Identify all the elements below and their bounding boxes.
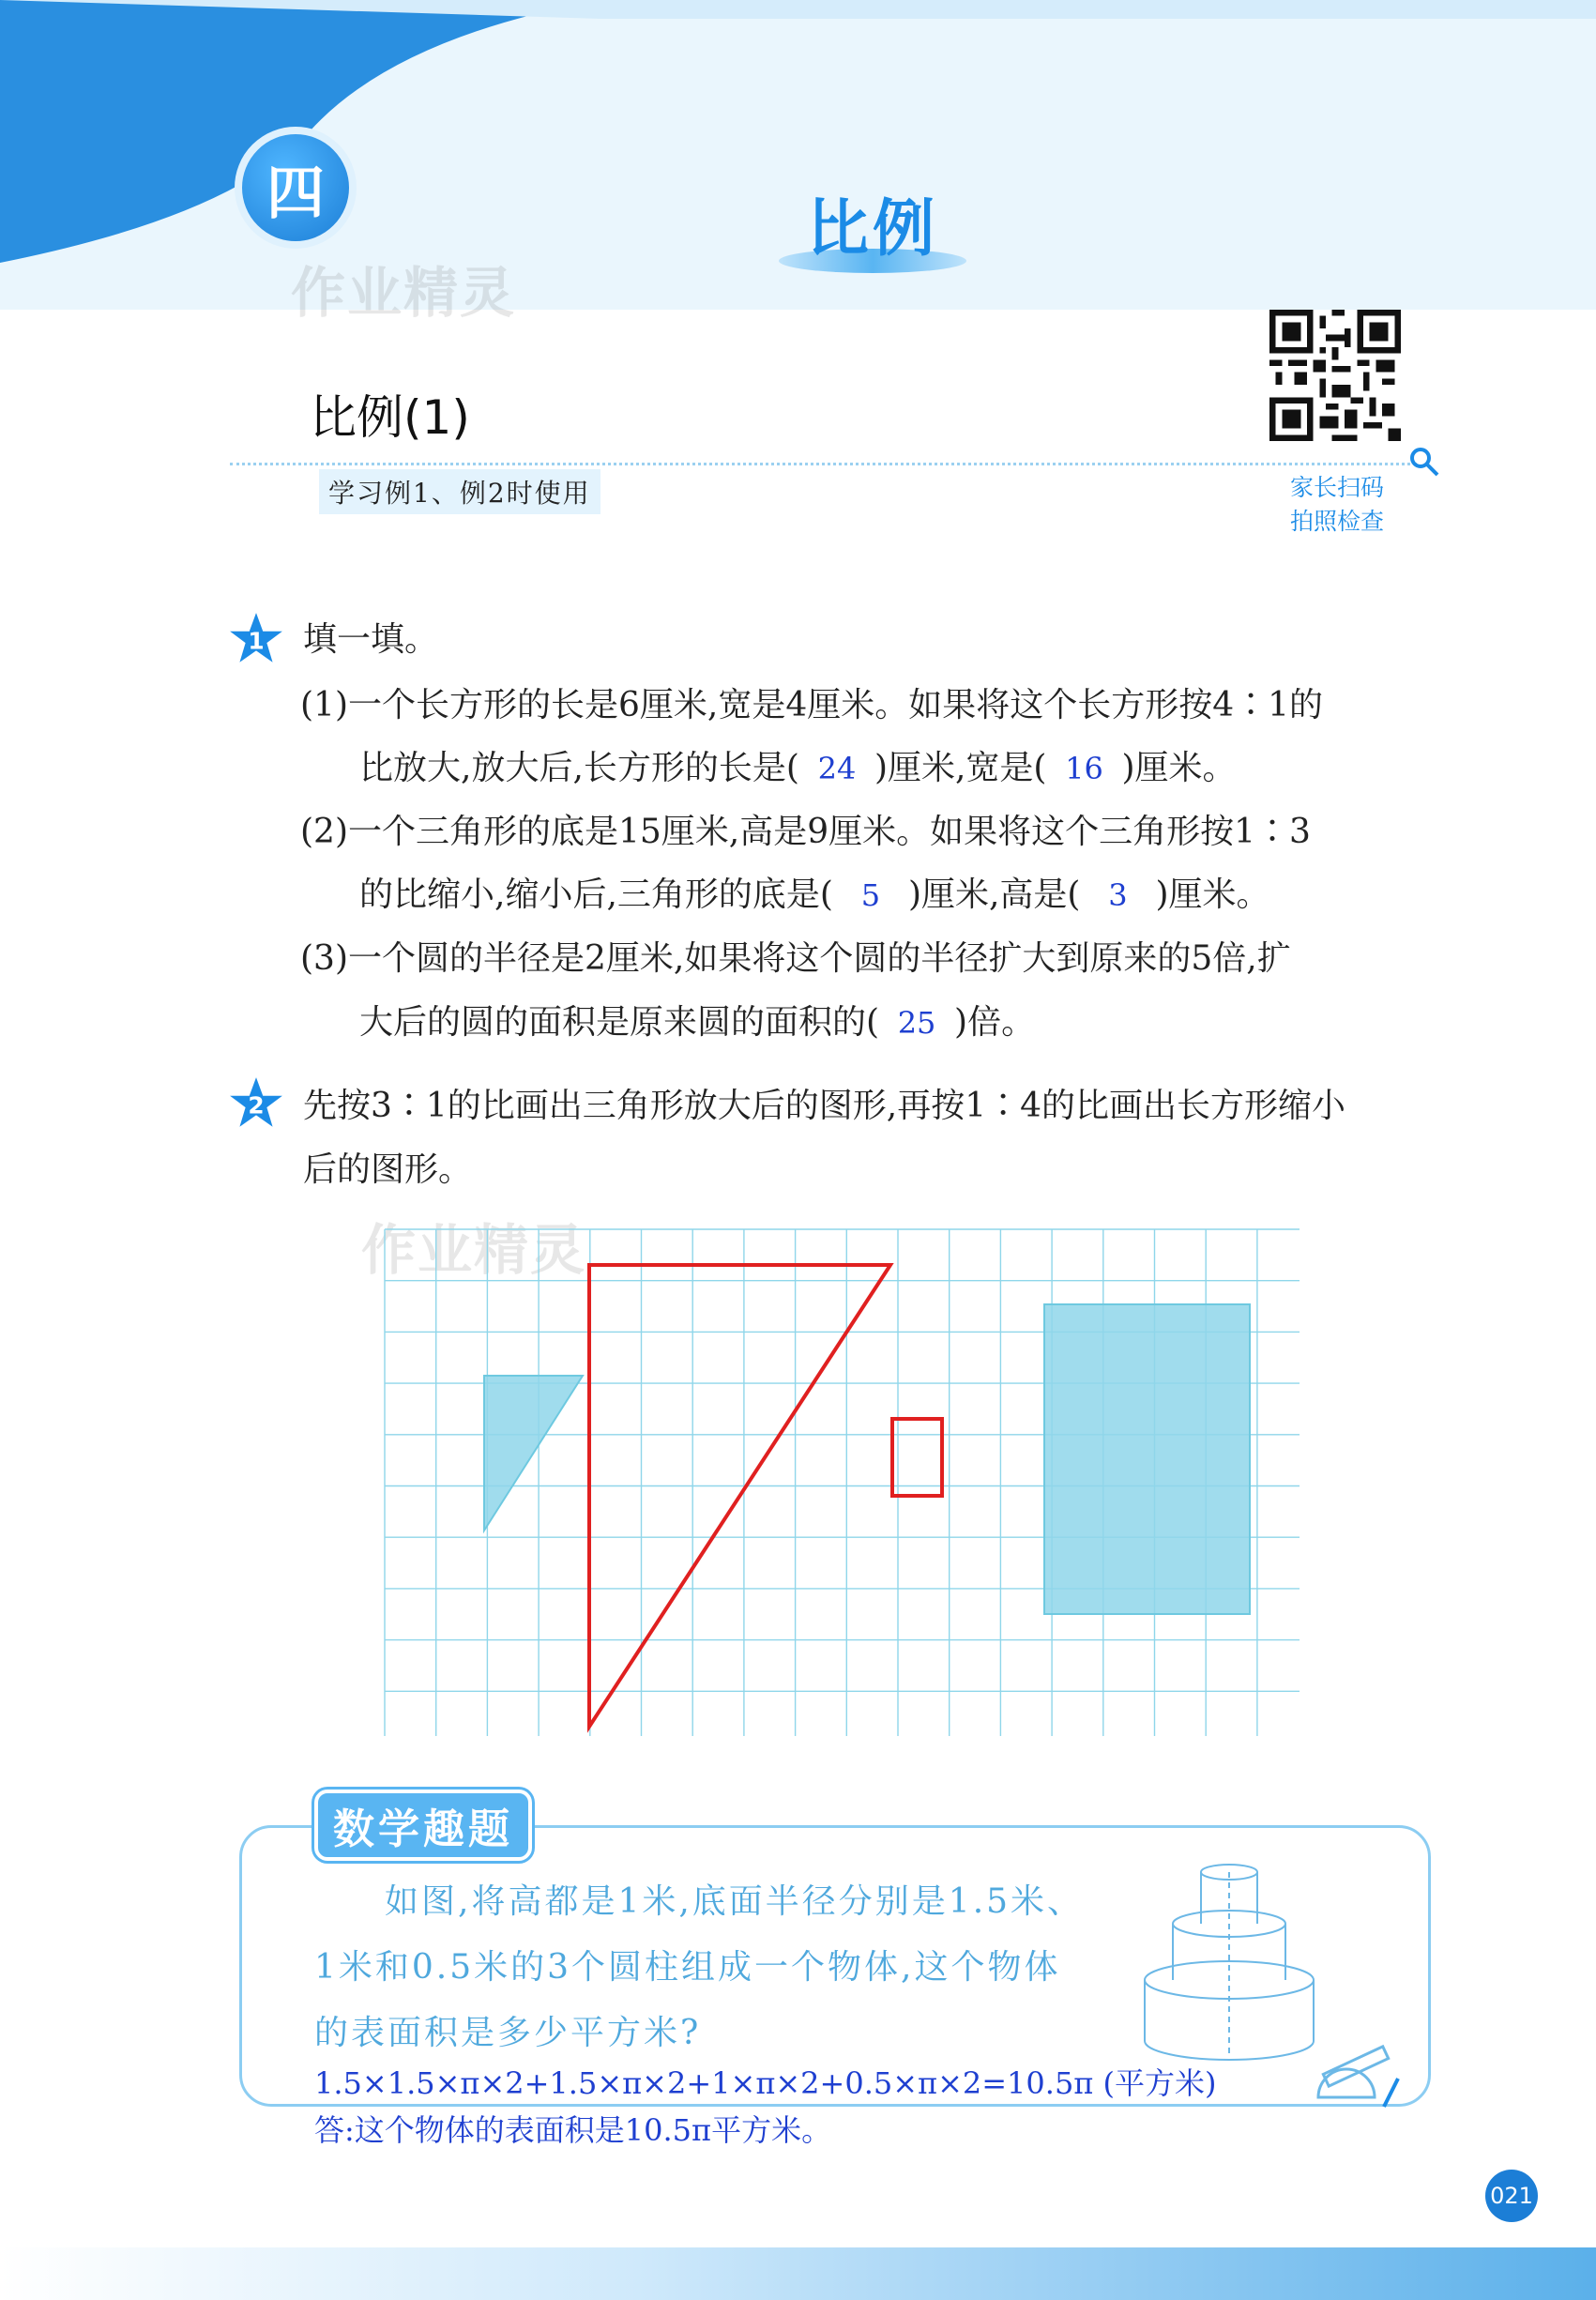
answer-blank: 25: [897, 1005, 936, 1041]
original-triangle: [484, 1376, 583, 1531]
q1-part2-line2: [359, 875, 1270, 916]
page-number: 021: [1485, 2170, 1538, 2222]
question-1-title: 填一填。: [303, 620, 439, 659]
question-2-number: 2: [248, 1091, 265, 1120]
question-2-line2: 后的图形。: [303, 1150, 473, 1189]
answer-blank: 3: [1108, 877, 1128, 913]
answer-blank: 24: [817, 751, 857, 786]
fun-problem-line2: 1米和0.5米的3个圆柱组成一个物体,这个物体: [314, 1948, 1061, 1987]
scan-hint: [1276, 471, 1398, 539]
chapter-title: 比例: [807, 192, 938, 265]
question-1-number: 1: [248, 627, 265, 655]
footer-band: [0, 2247, 1596, 2300]
answer-blank: 5: [860, 877, 881, 913]
answer-blank: 16: [1065, 751, 1103, 786]
q1-part2-text-a: 的比缩小,缩小后,三角形的底是(: [359, 876, 833, 914]
enlarged-triangle: [589, 1265, 890, 1727]
q1-part1-text-b: )厘米,宽是(: [874, 749, 1047, 787]
q1-part3-text-b: )倍。: [954, 1003, 1036, 1042]
usage-note: 学习例1、例2时使用: [319, 469, 600, 514]
title-rule: [230, 463, 1417, 465]
fun-problem-line1: 如图,将高都是1米,底面半径分别是1.5米、: [385, 1882, 1085, 1921]
scan-hint-line2: 拍照检查: [1289, 508, 1384, 535]
solution-formula: 1.5×1.5×π×2+1.5×π×2+1×π×2+0.5×π×2=10.5π (平方米): [314, 2065, 1217, 2101]
scan-hint-line1: 家长扫码: [1289, 474, 1384, 501]
section-number-badge: 四: [235, 127, 357, 249]
fun-problem-line3: 的表面积是多少平方米?: [314, 2014, 702, 2052]
q1-part3-text-a: 大后的圆的面积是原来圆的面积的(: [359, 1003, 880, 1042]
q1-part1-line1: (1)一个长方形的长是6厘米,宽是4厘米。如果将这个长方形按4∶1的: [300, 686, 1324, 724]
watermark: 作业精灵: [361, 1218, 587, 1282]
reduced-rectangle: [892, 1419, 942, 1496]
drawing-grid: [380, 1225, 1300, 1736]
q1-part3-line1: (3)一个圆的半径是2厘米,如果将这个圆的半径扩大到原来的5倍,扩: [300, 939, 1291, 978]
question-2-line1: 先按3∶1的比画出三角形放大后的图形,再按1∶4的比画出长方形缩小: [303, 1087, 1346, 1125]
original-rectangle: [1044, 1304, 1250, 1614]
q1-part2-line1: (2)一个三角形的底是15厘米,高是9厘米。如果将这个三角形按1∶3: [300, 813, 1311, 851]
q1-part2-text-c: )厘米。: [1155, 876, 1270, 914]
stacked-cylinders-figure: [1135, 1849, 1323, 2069]
q1-part1-text-c: )厘米。: [1121, 749, 1237, 787]
ruler-protractor-icon: [1304, 2041, 1407, 2116]
fun-problem-label: 数学趣题: [314, 1790, 532, 1861]
star-icon: [227, 610, 285, 668]
watermark: 作业精灵: [291, 261, 517, 325]
solution-answer: 答:这个物体的表面积是10.5π平方米。: [314, 2112, 832, 2148]
q1-part3-line2: [359, 1002, 1035, 1043]
qr-code[interactable]: [1269, 310, 1401, 441]
search-icon: [1407, 445, 1441, 479]
lesson-title: 比例(1): [310, 390, 470, 445]
q1-part1-text-a: 比放大,放大后,长方形的长是(: [359, 749, 799, 787]
star-icon: [227, 1074, 285, 1133]
q1-part2-text-b: )厘米,高是(: [907, 876, 1081, 914]
q1-part1-line2: [359, 748, 1237, 789]
